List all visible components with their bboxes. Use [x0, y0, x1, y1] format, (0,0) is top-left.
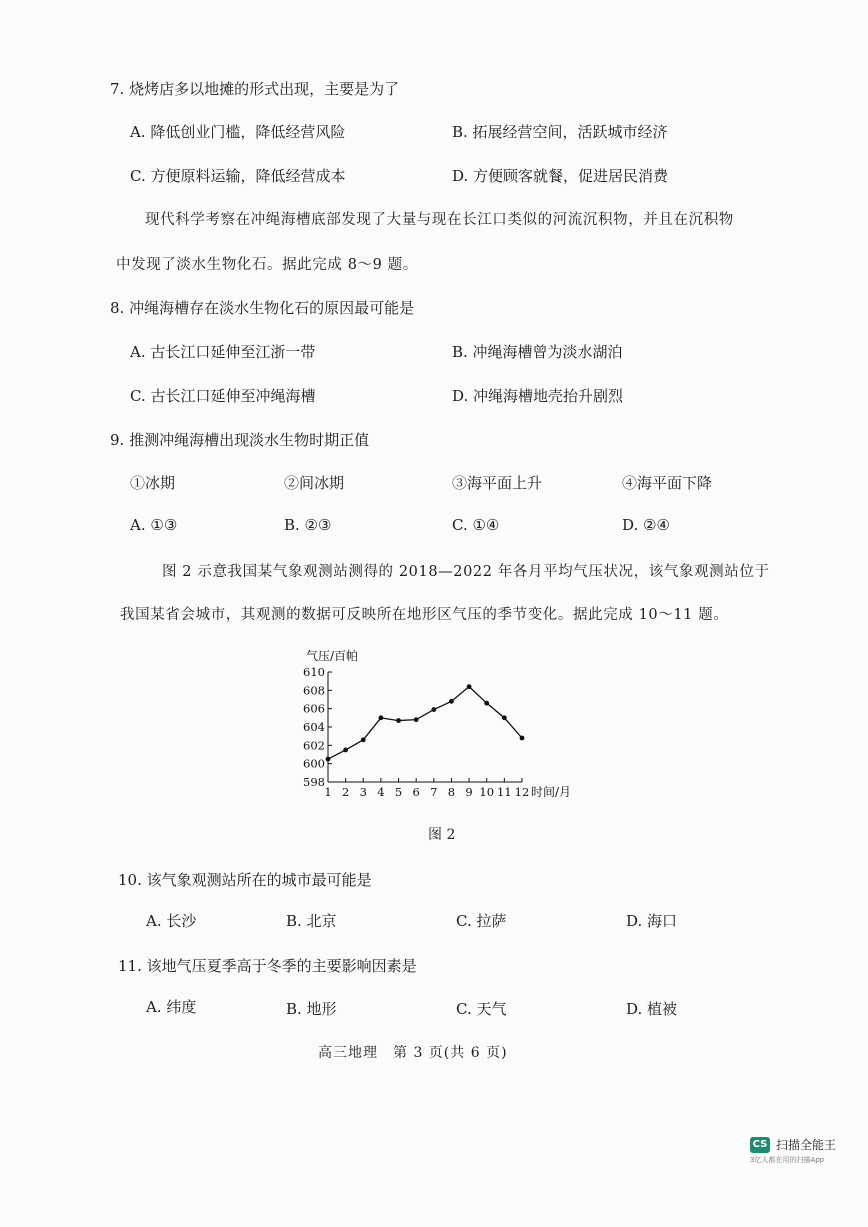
chart-axes — [328, 672, 522, 782]
q9-option-d: D. ②④ — [622, 516, 670, 534]
x-tick-label: 2 — [341, 785, 350, 799]
scanner-watermark — [750, 1136, 836, 1165]
chart-points — [326, 684, 525, 761]
q8-option-c: C. 古长江口延伸至冲绳海槽 — [130, 387, 316, 405]
q9-option-c: C. ①④ — [452, 516, 500, 534]
chart-x-axis-label: 时间/月 — [531, 785, 572, 799]
chart-point — [343, 748, 348, 753]
x-tick-label: 6 — [412, 785, 420, 799]
chart-series-line — [328, 687, 522, 759]
chart-point — [396, 718, 401, 723]
y-tick-label: 602 — [303, 738, 325, 753]
q8-option-d: D. 冲绳海槽地壳抬升剧烈 — [452, 387, 624, 405]
chart-point — [520, 736, 525, 741]
cs-logo-icon: CS — [750, 1137, 770, 1153]
x-tick-label: 3 — [359, 785, 367, 799]
y-tick-label: 604 — [303, 720, 325, 734]
q7-option-c: C. 方便原料运输，降低经营成本 — [130, 167, 346, 185]
x-tick-label: 9 — [465, 785, 473, 799]
q11-option-c: C. 天气 — [456, 1000, 507, 1018]
chart-point — [502, 715, 507, 720]
watermark-brand-name: 扫描全能王 — [776, 1138, 837, 1152]
q7-option-d: D. 方便顾客就餐，促进居民消费 — [452, 167, 669, 185]
q10-option-d: D. 海口 — [626, 912, 678, 930]
chart-point — [449, 699, 454, 704]
x-tick-label: 1 — [324, 785, 332, 799]
q8-option-a: A. 古长江口延伸至江浙一带 — [130, 343, 316, 361]
chart-y-axis-label: 气压/百帕 — [306, 649, 359, 663]
x-tick-label: 8 — [447, 785, 456, 799]
q11-option-b: B. 地形 — [286, 1000, 337, 1018]
y-tick-label: 598 — [303, 775, 325, 789]
x-tick-label: 7 — [430, 785, 438, 799]
chart-point — [361, 737, 366, 742]
chart-point — [326, 757, 331, 762]
q7-option-b: B. 拓展经营空间，活跃城市经济 — [452, 123, 668, 141]
y-tick-label: 608 — [303, 683, 325, 698]
passage-2-line-1: 图 2 示意我国某气象观测站测得的 2018—2022 年各月平均气压状况，该气象观测站位于 — [162, 564, 770, 580]
question-7-stem: 7. 烧烤店多以地摊的形式出现，主要是为了 — [110, 80, 400, 98]
chart-point — [379, 715, 384, 720]
passage-2-line-2: 我国某省会城市，其观测的数据可反映所在地形区气压的季节变化。据此完成 10～11 题。 — [120, 607, 729, 623]
chart-ticks — [303, 665, 529, 799]
question-10-stem: 10. 该气象观测站所在的城市最可能是 — [118, 871, 372, 889]
q9-item-4: ④海平面下降 — [622, 474, 713, 492]
pressure-line-chart — [290, 640, 590, 810]
question-11-stem: 11. 该地气压夏季高于冬季的主要影响因素是 — [118, 957, 417, 975]
chart-point — [484, 701, 489, 706]
q11-option-d: D. 植被 — [626, 1000, 678, 1018]
passage-1-line-2: 中发现了淡水生物化石。据此完成 8～9 题。 — [116, 257, 418, 273]
chart-point — [414, 717, 419, 722]
x-tick-label: 4 — [377, 785, 385, 799]
chart-point — [467, 684, 472, 689]
q8-option-b: B. 冲绳海槽曾为淡水湖泊 — [452, 343, 623, 361]
chart-point — [431, 707, 436, 712]
q10-option-a: A. 长沙 — [146, 912, 197, 930]
q9-item-3: ③海平面上升 — [452, 474, 543, 492]
figure-caption: 图 2 — [428, 827, 456, 843]
x-tick-label: 12 — [514, 785, 530, 799]
question-8-stem: 8. 冲绳海槽存在淡水生物化石的原因最可能是 — [110, 299, 415, 317]
x-tick-label: 10 — [479, 785, 495, 799]
page-footer: 高三地理 第 3 页(共 6 页) — [318, 1045, 508, 1061]
y-tick-label: 610 — [303, 665, 325, 679]
x-tick-label: 11 — [497, 785, 512, 799]
q10-option-c: C. 拉萨 — [456, 912, 507, 930]
q9-item-1: ①冰期 — [130, 474, 176, 492]
q10-option-b: B. 北京 — [286, 912, 337, 930]
watermark-tagline: 3亿人都在用的扫描App — [750, 1156, 825, 1164]
q7-option-a: A. 降低创业门槛，降低经营风险 — [130, 123, 346, 141]
q11-option-a: A. 纬度 — [146, 998, 197, 1016]
y-tick-label: 606 — [303, 701, 325, 716]
q9-option-b: B. ②③ — [284, 516, 332, 534]
q9-item-2: ②间冰期 — [284, 474, 345, 492]
passage-1-line-1: 现代科学考察在冲绳海槽底部发现了大量与现在长江口类似的河流沉积物，并且在沉积物 — [145, 212, 734, 228]
x-tick-label: 5 — [394, 785, 403, 799]
q9-option-a: A. ①③ — [130, 516, 178, 534]
y-tick-label: 600 — [303, 756, 325, 771]
question-9-stem: 9. 推测冲绳海槽出现淡水生物时期正值 — [110, 431, 370, 449]
